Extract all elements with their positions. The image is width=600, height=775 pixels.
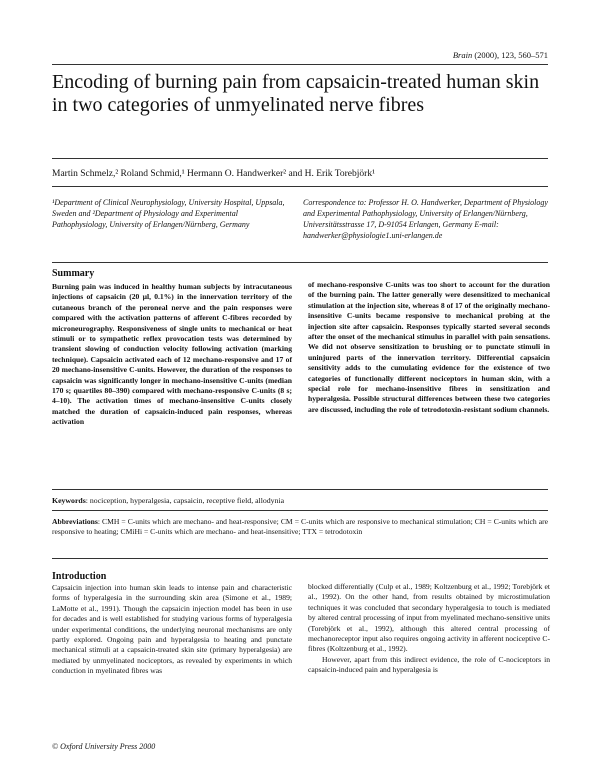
- abbreviations-text: : CMH = C-units which are mechano- and heat-responsive; CM = C-units which are responsive to mechanical stimulation; CH = C-units which are responsive to heating; CMiHi = C-units which are mechano- and heat-insensitive; TTX = tetrodotoxin: [52, 517, 548, 537]
- summary-text-left: Burning pain was induced in healthy human subjects by intracutaneous injections of capsaicin (20 µl, 0.1%) in the innervation territory of the cutaneous branch of the peroneal nerve and the pain responses were compared with the activation patterns of afferent C-fibres recorded by microneurography. Responsiveness of single units to mechanical or heat stimuli or to sympathetic reflex provocation tests was determined by transient slowing of conduction velocity following activation (marking technique). Capsaicin activated each of 12 mechano-responsive and 17 of 20 mechano-insensitive C-units. However, the duration of the responses to capsaicin was significantly longer in mechano-insensitive C-units (median 170 s; quartiles 80–390) compared with mechano-responsive C-units (8 s; 4–10). The activation times of mechano-insensitive C-units closely matched the duration of capsaicin-induced pain responses, whereas activation: [52, 282, 292, 427]
- abbreviations-label: Abbreviations: [52, 517, 98, 526]
- summary-rule: [52, 262, 548, 263]
- keywords: [52, 496, 284, 505]
- keywords-rule: [52, 489, 548, 490]
- introduction-paragraph: blocked differentially (Culp et al., 1989; Koltzenburg et al., 1992; Torebjörk et al., 1992). On the other hand, from results obtained by microstimulation techniques it was concluded that secondary hyperalgesia to touch is mediated by altered central processing of input from myelinated mechano-sensitive units (Torebjörk et al., 1992), although this altered central processing of mechanoreceptor input also requires ongoing activity in afferent nociceptive C-fibres (Koltzenburg et al., 1992).: [308, 582, 550, 654]
- introduction-text-left: Capsaicin injection into human skin leads to intense pain and characteristic forms of hyperalgesia in the surrounding skin area (Simone et al., 1989; LaMotte et al., 1991). Though the capsaicin injection model has been in use for decades and is well established for studying various forms of hyperalgesia under experimental conditions, the underlying neuronal mechanisms are only partly explored. Ongoing pain and hyperalgesia to heating and punctate mechanical stimuli at a capsaicin-treated skin site (primary hyperalgesia) are mediated by unmyelinated nociceptors, as revealed by experiments in which conduction in myelinated fibres was: [52, 583, 292, 676]
- introduction-text-right: [308, 582, 550, 676]
- copyright-notice: © Oxford University Press 2000: [52, 742, 156, 751]
- article-title: Encoding of burning pain from capsaicin-treated human skin in two categories of unmyelinated nerve fibres: [52, 71, 540, 116]
- journal-year-pages: (2000), 123, 560–571: [474, 50, 548, 60]
- abbreviations: [52, 517, 548, 538]
- summary-heading: Summary: [52, 268, 95, 279]
- author-list: Martin Schmelz,² Roland Schmid,¹ Hermann O. Handwerker² and H. Erik Torebjörk¹: [52, 169, 375, 179]
- introduction-heading: Introduction: [52, 571, 107, 582]
- intro-rule: [52, 558, 548, 559]
- affiliations: ¹Department of Clinical Neurophysiology, University Hospital, Uppsala, Sweden and ²Department of Physiology and Experimental Pathophysiology, University of Erlangen/Nürnberg, Germany: [52, 198, 285, 229]
- header-rule: [52, 64, 548, 65]
- journal-name: Brain: [452, 50, 473, 60]
- keywords-text: : nociception, hyperalgesia, capsaicin, receptive field, allodynia: [85, 496, 285, 505]
- correspondence: Correspondence to: Professor H. O. Handwerker, Department of Physiology and Experimental Pathophysiology, University of Erlangen/Nürnberg, Universitätsstrasse 17, D-91054 Erlangen, Germany E-mail: handwerker@physiologie1.uni-erlangen.de: [303, 198, 548, 240]
- abbrev-rule: [52, 510, 548, 511]
- keywords-label: Keywords: [52, 496, 86, 505]
- introduction-paragraph: However, apart from this indirect evidence, the role of C-nociceptors in capsaicin-induced pain and hyperalgesia is: [308, 654, 550, 675]
- title-rule: [52, 158, 548, 159]
- journal-citation: [453, 50, 548, 60]
- authors-rule: [52, 186, 548, 187]
- summary-text-right: of mechano-responsive C-units was too short to account for the duration of the burning pain. The latter generally were desensitized to mechanical stimulation at the injection site, whereas 8 of 17 of the originally mechano-insensitive C-units became responsive to mechanical probing at the injection site after capsaicin. Responses typically started several seconds after the onset of the mechanical stimulus in parallel with pain sensations. We did not observe sensitization to brushing or to punctate stimuli in uninjured parts of the innervation territory. Differential capsaicin sensitivity adds to the cumulating evidence for the existence of two categories of functionally different nociceptors in human skin, with a special role for mechano-insensitive fibres in sensitization and hyperalgesia. Possible structural differences between these two categories are discussed, including the role of tetrodotoxin-resistant sodium channels.: [308, 280, 550, 414]
